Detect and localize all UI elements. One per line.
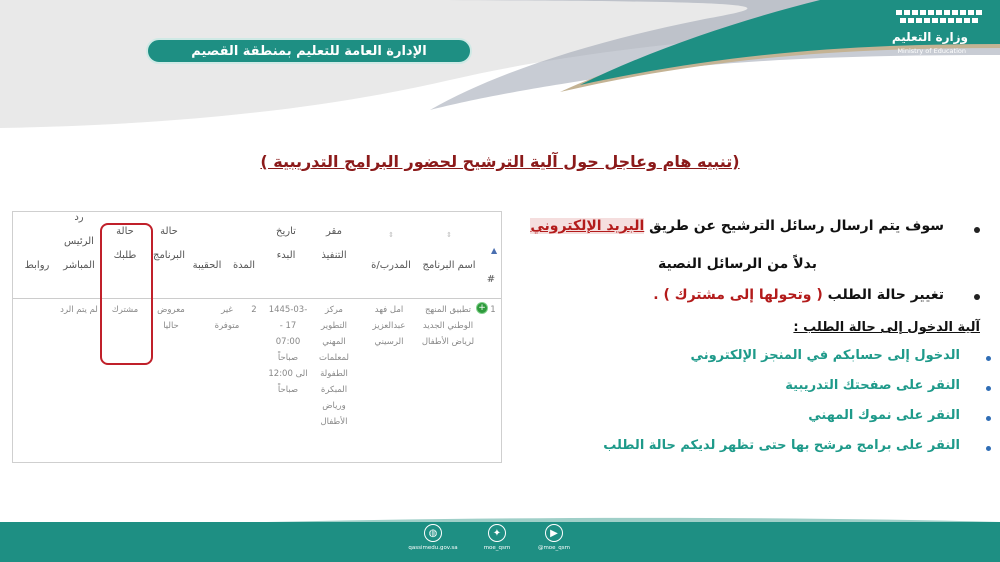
- cell-program-status: معروض حاليا: [157, 305, 185, 331]
- sort-arrow-icon: ▲: [491, 246, 498, 255]
- region-title-text: الإدارة العامة للتعليم بمنطقة القصيم: [191, 43, 427, 59]
- step-bullet: [986, 356, 991, 361]
- bullet-dot: [974, 294, 980, 300]
- step-item: النقر على نموك المهني: [808, 408, 960, 423]
- cell-program[interactable]: تطبيق المنهج الوطني الجديد لرياض الأطفال: [421, 305, 475, 347]
- col-header-index: #: [486, 274, 496, 285]
- twitter-icon[interactable]: ✦: [488, 524, 506, 542]
- cell-venue: مركز التطوير المهني لمعلمات الطفولة المبكرة ورياض الأطفال: [319, 305, 349, 427]
- step-item: النقر على برامج مرشح بها حتى تظهر لديكم حالة الطلب: [603, 438, 960, 453]
- step-item: الدخول إلى حسابكم في المنجز الإلكتروني: [690, 348, 960, 363]
- globe-icon[interactable]: ◍: [424, 524, 442, 542]
- step-item: النقر على صفحتك التدريبية: [785, 378, 960, 393]
- col-header-program[interactable]: ⇕ اسم البرنامج: [418, 230, 480, 278]
- cell-start-date: 1445-03-17 - 07:00 صباحاً الى 12:00 صباحاً: [268, 305, 308, 395]
- subscribed-highlight: ( وتحولها إلى مشترك ) .: [653, 287, 823, 303]
- col-header-links: روابط: [24, 260, 50, 271]
- cell-trainer: امل فهد عبدالعزيز الرسيني: [372, 305, 406, 347]
- region-title-pill: [146, 38, 472, 64]
- col-header-program-status[interactable]: حالة البرنامج: [152, 226, 185, 261]
- request-status-highlight-box: [100, 223, 153, 365]
- cell-index: 1: [490, 305, 496, 315]
- col-header-venue[interactable]: مقر التنفيذ: [321, 226, 347, 261]
- step-bullet: [986, 416, 991, 421]
- col-header-duration[interactable]: المدة: [232, 260, 256, 271]
- cell-request-status: مشترك: [111, 305, 139, 315]
- footer-twitter[interactable]: moe_qsm: [483, 545, 511, 551]
- notice-line-instead-sms: بدلاً من الرسائل النصية: [658, 256, 817, 272]
- col-header-request-status[interactable]: حالة طلبك: [113, 226, 137, 261]
- col-header-bag[interactable]: الحقيبة: [192, 260, 222, 271]
- cell-bag: غير متوفرة: [214, 305, 240, 331]
- col-header-start-date[interactable]: تاريخ البدء: [276, 226, 296, 261]
- page-title: (تنبيه هام وعاجل حول آلية الترشيح لحضور البرامج التدريبية ): [260, 152, 740, 171]
- step-bullet: [986, 446, 991, 451]
- sort-icon: ⇕: [388, 231, 394, 239]
- ministry-logo-dots-icon: [896, 8, 988, 26]
- ministry-name-en: Ministry of Education: [897, 47, 966, 55]
- section-heading: آلية الدخول إلى حالة الطلب :: [793, 320, 980, 335]
- cell-supervisor-reply: لم يتم الرد: [60, 305, 98, 315]
- col-header-supervisor-reply[interactable]: رد الرئيس المباشر: [63, 212, 95, 271]
- email-highlight: البريد الإلكتروني: [530, 218, 645, 234]
- training-programs-table: [12, 211, 502, 463]
- header-divider: [13, 298, 501, 299]
- step-bullet: [986, 386, 991, 391]
- bullet-dot: [974, 227, 980, 233]
- ministry-name-ar: وزارة التعليم: [891, 30, 968, 44]
- ministry-logo: [848, 8, 988, 55]
- notice-line-status-change: تغيير حالة الطلب ( وتحولها إلى مشترك ) .: [653, 287, 944, 303]
- col-header-trainer[interactable]: ⇕ المدرب/ة: [365, 230, 417, 278]
- expand-row-plus-icon[interactable]: +: [476, 302, 488, 314]
- cell-duration: 2: [251, 305, 257, 315]
- notice-line-email: سوف يتم ارسال رسائل الترشيح عن طريق البريد الإلكتروني: [530, 218, 944, 234]
- footer-website[interactable]: qassimedu.gov.sa: [408, 545, 458, 551]
- table-grid: [13, 212, 501, 462]
- sort-icon: ⇕: [446, 231, 452, 239]
- footer-youtube[interactable]: @moe_qsm: [537, 545, 571, 551]
- youtube-icon[interactable]: ▶: [545, 524, 563, 542]
